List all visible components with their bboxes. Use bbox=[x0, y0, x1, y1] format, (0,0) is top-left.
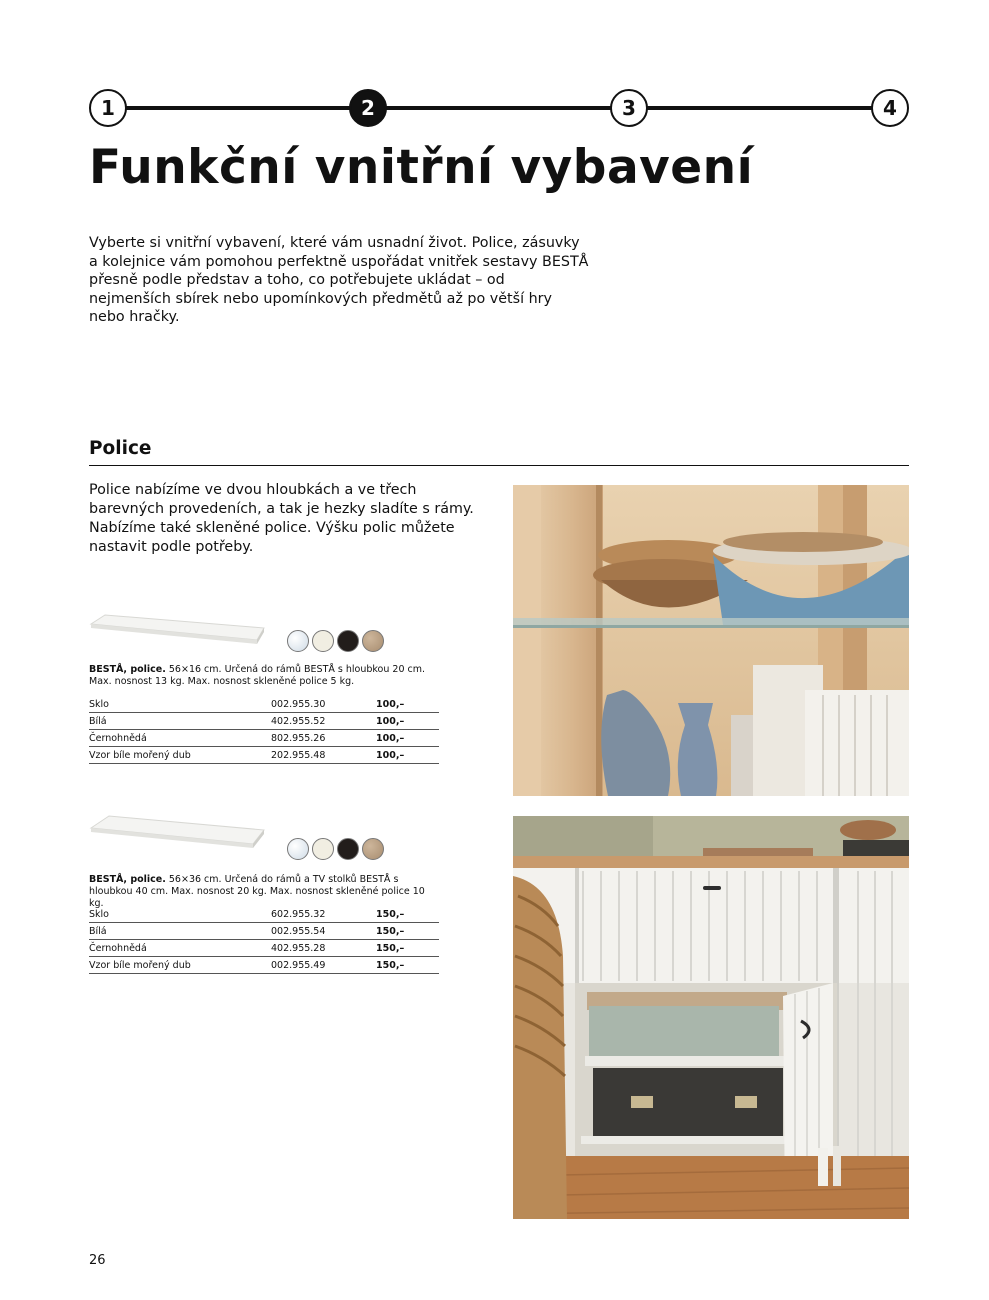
variant-name: Bílá bbox=[89, 923, 271, 940]
shelf-image bbox=[89, 610, 269, 650]
product-name: BESTÅ, police. bbox=[89, 664, 166, 675]
step-4: 4 bbox=[871, 89, 909, 127]
product-description bbox=[89, 664, 439, 688]
article-number: 202.955.48 bbox=[271, 747, 376, 764]
article-number: 002.955.49 bbox=[271, 957, 376, 974]
price-table bbox=[89, 906, 439, 974]
color-swatches bbox=[287, 630, 384, 652]
article-number: 602.955.32 bbox=[271, 906, 376, 923]
swatch-white-icon[interactable] bbox=[312, 838, 334, 860]
variant-name: Černohnědá bbox=[89, 730, 271, 747]
swatch-glass-icon[interactable] bbox=[287, 630, 309, 652]
color-swatches bbox=[287, 838, 384, 860]
page-number: 26 bbox=[89, 1253, 106, 1268]
table-row bbox=[89, 730, 439, 747]
variant-name: Bílá bbox=[89, 713, 271, 730]
table-row bbox=[89, 713, 439, 730]
swatch-oak-icon[interactable] bbox=[362, 838, 384, 860]
article-number: 802.955.26 bbox=[271, 730, 376, 747]
section-divider bbox=[89, 465, 909, 466]
table-row bbox=[89, 940, 439, 957]
product-name: BESTÅ, police. bbox=[89, 874, 166, 885]
product-description bbox=[89, 874, 439, 910]
step-2-active: 2 bbox=[349, 89, 387, 127]
product-specs: 56×36 cm. Určená do rámů a TV stolků BESTÅ s hloubkou 40 cm. Max. nosnost 20 kg. Max. nosnost skleněné police 10 kg. bbox=[89, 874, 425, 909]
stepper-line bbox=[107, 106, 891, 110]
price: 150,– bbox=[376, 923, 439, 940]
swatch-white-icon[interactable] bbox=[312, 630, 334, 652]
variant-name: Sklo bbox=[89, 696, 271, 713]
price: 100,– bbox=[376, 730, 439, 747]
swatch-black-brown-icon[interactable] bbox=[337, 630, 359, 652]
table-row bbox=[89, 957, 439, 974]
price: 150,– bbox=[376, 940, 439, 957]
article-number: 002.955.30 bbox=[271, 696, 376, 713]
price: 100,– bbox=[376, 713, 439, 730]
step-1: 1 bbox=[89, 89, 127, 127]
price: 150,– bbox=[376, 957, 439, 974]
product-specs: 56×16 cm. Určená do rámů BESTÅ s hloubkou 20 cm. Max. nosnost 13 kg. Max. nosnost skleněné police 5 kg. bbox=[89, 664, 426, 687]
table-row bbox=[89, 923, 439, 940]
variant-name: Sklo bbox=[89, 906, 271, 923]
variant-name: Vzor bíle mořený dub bbox=[89, 747, 271, 764]
section-title: Police bbox=[89, 438, 152, 459]
section-description: Police nabízíme ve dvou hloubkách a ve třech barevných provedeních, a tak je hezky sladíte s rámy. Nabízíme také skleněné police. Výšku polic můžete nastavit podle potřeby. bbox=[89, 482, 474, 555]
price: 150,– bbox=[376, 906, 439, 923]
progress-stepper bbox=[89, 89, 909, 127]
variant-name: Vzor bíle mořený dub bbox=[89, 957, 271, 974]
table-row bbox=[89, 696, 439, 713]
price-table bbox=[89, 696, 439, 764]
table-row bbox=[89, 747, 439, 764]
photo-sideboard bbox=[513, 816, 909, 1219]
price: 100,– bbox=[376, 747, 439, 764]
article-number: 002.955.54 bbox=[271, 923, 376, 940]
photo-glass-cabinet bbox=[513, 485, 909, 796]
swatch-oak-icon[interactable] bbox=[362, 630, 384, 652]
swatch-glass-icon[interactable] bbox=[287, 838, 309, 860]
article-number: 402.955.52 bbox=[271, 713, 376, 730]
table-row bbox=[89, 906, 439, 923]
swatch-black-brown-icon[interactable] bbox=[337, 838, 359, 860]
price: 100,– bbox=[376, 696, 439, 713]
shelf-image bbox=[89, 812, 269, 852]
intro-text: Vyberte si vnitřní vybavení, které vám usnadní život. Police, zásuvky a kolejnice vám pomohou perfektně uspořádat vnitřek sestavy BESTÅ přesně podle představ a toho, co potřebujete ukládat – od nejmenších sbírek nebo upomínkových předmětů až po větší hry nebo hračky. bbox=[89, 235, 589, 325]
article-number: 402.955.28 bbox=[271, 940, 376, 957]
step-3: 3 bbox=[610, 89, 648, 127]
variant-name: Černohnědá bbox=[89, 940, 271, 957]
page-title: Funkční vnitřní vybavení bbox=[89, 140, 754, 195]
